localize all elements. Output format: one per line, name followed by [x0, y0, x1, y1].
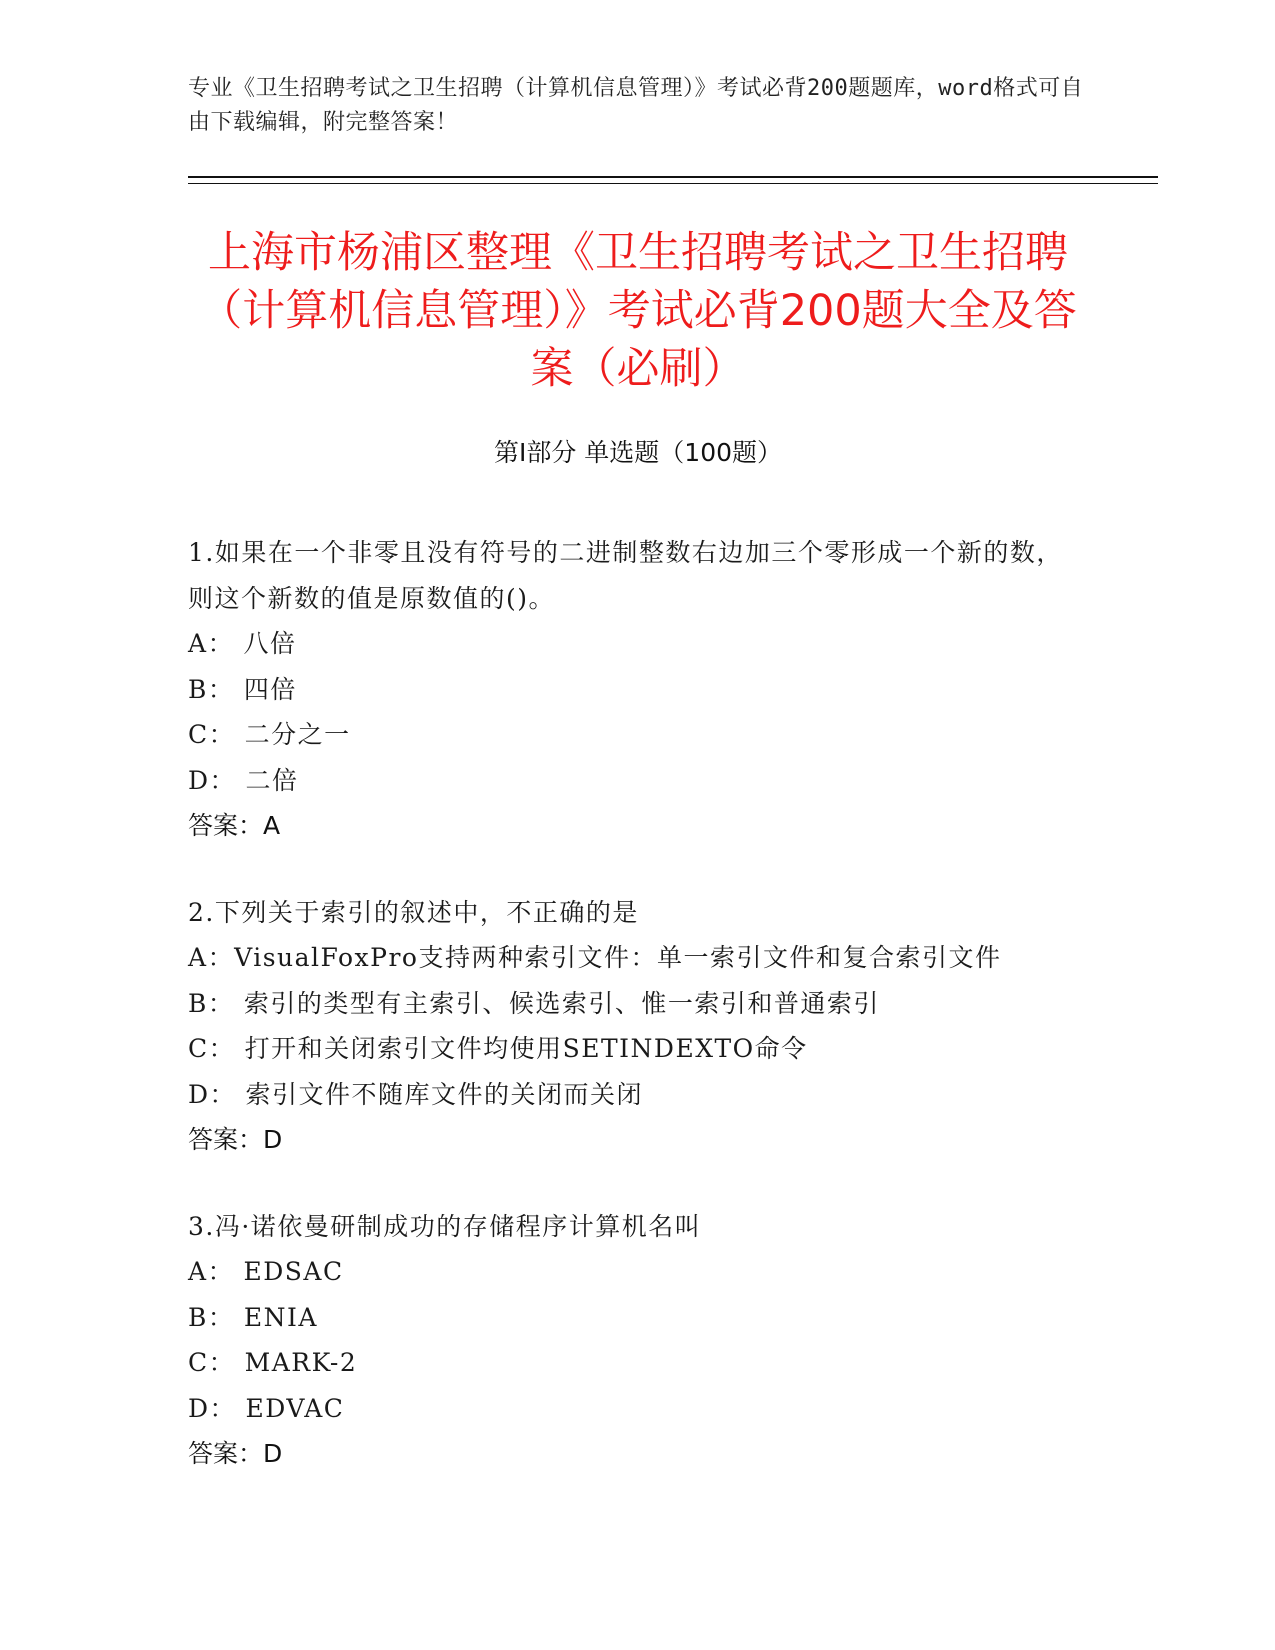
- header-divider-thick: [188, 176, 1158, 178]
- option-letter: D: [188, 1393, 210, 1423]
- question-3: [188, 1204, 1088, 1477]
- option-letter: C: [188, 1034, 209, 1063]
- option-text: 打开和关闭索引文件均使用SETINDEXTO命令: [244, 1034, 808, 1063]
- option-d: D： 索引文件不随库文件的关闭而关闭: [188, 1079, 644, 1109]
- option-b: B： 四倍: [188, 674, 297, 704]
- option-text: 八倍: [243, 629, 297, 658]
- option-letter: B: [188, 674, 208, 704]
- option-text: 索引的类型有主索引、候选索引、惟一索引和普通索引: [243, 988, 880, 1018]
- header-note: 专业《卫生招聘考试之卫生招聘（计算机信息管理）》考试必背200题题库，word格式可自由下载编辑，附完整答案！: [188, 76, 1084, 135]
- option-letter: B: [188, 988, 208, 1018]
- option-d: D： EDVAC: [188, 1393, 345, 1423]
- option-text: ENIA: [243, 1302, 318, 1332]
- option-letter: A: [188, 629, 208, 658]
- question-2: [188, 890, 1088, 1163]
- option-letter: B: [188, 1302, 208, 1332]
- option-text: EDVAC: [245, 1393, 345, 1423]
- option-text: 索引文件不随库文件的关闭而关闭: [245, 1079, 644, 1109]
- option-b: B： 索引的类型有主索引、候选索引、惟一索引和普通索引: [188, 988, 880, 1018]
- question-stem: 1.如果在一个非零且没有符号的二进制整数右边加三个零形成一个新的数，则这个新数的值是原数值的()。: [188, 538, 1063, 613]
- document-title: 上海市杨浦区整理《卫生招聘考试之卫生招聘（计算机信息管理）》考试必背200题大全及答案（必刷）: [199, 228, 1077, 394]
- question-1: [188, 530, 1088, 849]
- question-stem: 3.冯·诺依曼研制成功的存储程序计算机名叫: [188, 1211, 702, 1241]
- option-c: C： 打开和关闭索引文件均使用SETINDEXTO命令: [188, 1034, 808, 1063]
- option-d: D： 二倍: [188, 765, 299, 795]
- option-text: MARK-2: [244, 1348, 358, 1377]
- option-c: C： 二分之一: [188, 720, 351, 749]
- option-letter: A: [188, 943, 208, 972]
- section-heading: 第Ⅰ部分 单选题（100题）: [493, 438, 783, 467]
- option-letter: A: [188, 1257, 208, 1286]
- answer-line: 答案：D: [188, 1125, 283, 1154]
- option-text: 二分之一: [244, 720, 351, 749]
- option-letter: C: [188, 1348, 209, 1377]
- option-text: VisualFoxPro支持两种索引文件：单一索引文件和复合索引文件: [234, 943, 1002, 972]
- option-text: 四倍: [243, 674, 297, 704]
- option-letter: D: [188, 765, 210, 795]
- answer-line: 答案：A: [188, 811, 281, 840]
- header-divider-thin: [188, 183, 1158, 184]
- option-c: C： MARK-2: [188, 1348, 358, 1377]
- question-stem: 2.下列关于索引的叙述中，不正确的是: [188, 897, 639, 927]
- option-text: 二倍: [245, 765, 299, 795]
- question-list: [188, 530, 1088, 1518]
- option-a: A： 八倍: [188, 629, 297, 658]
- option-letter: C: [188, 720, 209, 749]
- option-text: EDSAC: [243, 1257, 344, 1286]
- option-a: A： EDSAC: [188, 1257, 344, 1286]
- option-letter: D: [188, 1079, 210, 1109]
- option-b: B： ENIA: [188, 1302, 318, 1332]
- option-a: A：VisualFoxPro支持两种索引文件：单一索引文件和复合索引文件: [188, 943, 1002, 972]
- answer-line: 答案：D: [188, 1439, 283, 1468]
